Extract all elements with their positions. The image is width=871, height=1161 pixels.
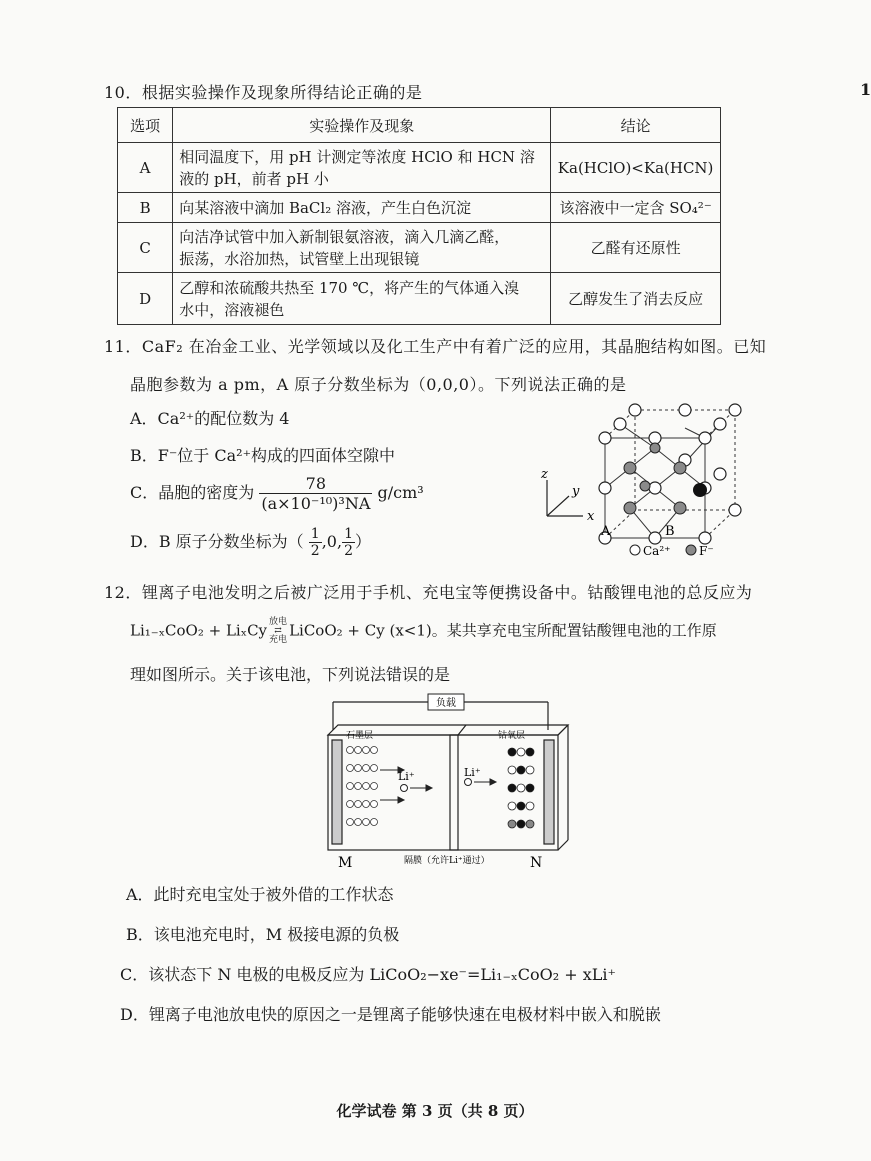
op-line: 相同温度下，用 pH 计测定等浓度 HClO 和 HCN 溶: [179, 147, 535, 166]
legend-ca-marker: [630, 545, 640, 555]
q10-table: [117, 107, 721, 325]
q12-option-b: B．该电池充电时，M 极接电源的负极: [126, 925, 400, 944]
density-fraction: [259, 474, 372, 513]
q10-stem: 10．根据实验操作及现象所得结论正确的是: [104, 83, 423, 102]
arrow-bottom-label: 充电: [269, 635, 288, 645]
option-d-prefix: D．B 原子分数坐标为（: [130, 532, 304, 551]
separator-label: 隔膜（允许Li⁺通过）: [404, 856, 490, 866]
header-conclusion: 结论: [551, 108, 721, 143]
q11-option-b: B．F⁻位于 Ca²⁺构成的四面体空隙中: [130, 446, 396, 465]
den: 2: [344, 543, 353, 559]
axis-y-label: y: [572, 484, 580, 499]
op-line: 向某溶液中滴加 BaCl₂ 溶液，产生白色沉淀: [179, 198, 471, 217]
op-line: 振荡，水浴加热，试管壁上出现银镜: [179, 249, 420, 268]
legend-ca-label: Ca²⁺: [643, 544, 671, 558]
crystal-cell-figure: [535, 398, 750, 563]
header-option: 选项: [118, 108, 173, 143]
q11-option-c: [130, 474, 424, 513]
row-conclusion: 该溶液中一定含 SO₄²⁻: [551, 193, 721, 223]
li-ion-label-left: Li⁺: [398, 770, 415, 783]
q11-option-d: [130, 526, 371, 559]
row-option: C: [118, 223, 173, 273]
equation-arrow: 放电 ⇄ 充电: [269, 617, 288, 645]
header-operation: 实验操作及现象: [173, 108, 551, 143]
arrow-top-label: 放电: [269, 617, 288, 627]
row-option: B: [118, 193, 173, 223]
fraction-half: [342, 526, 355, 559]
q12-stem-line1: 12．锂离子电池发明之后被广泛用于手机、充电宝等便携设备中。钴酸锂电池的总反应为: [104, 583, 753, 602]
row-conclusion: 乙醛有还原性: [551, 223, 721, 273]
fraction-denominator: (a×10⁻¹⁰)³NA: [261, 494, 371, 513]
option-c-prefix: C．晶胞的密度为: [130, 483, 255, 502]
fraction-half: [309, 526, 322, 559]
density-unit: g/cm³: [377, 483, 424, 502]
equation-left: Li₁₋ₓCoO₂ + LiₓCy: [130, 621, 268, 640]
op-line: 乙醇和浓硫酸共热至 170 ℃，将产生的气体通入溴: [179, 278, 520, 297]
row-conclusion: 乙醇发生了消去反应: [551, 273, 721, 325]
li-ion-marker: [465, 779, 472, 786]
table-row: [118, 223, 721, 273]
q11-stem-line1: 11．CaF₂ 在冶金工业、光学领域以及化工生产中有着广泛的应用，其晶胞结构如图。已知: [104, 337, 767, 356]
atom-b-marker: [693, 483, 707, 497]
axis-z-label: z: [541, 467, 548, 482]
cobalt-layer-label: 钴氧层: [498, 731, 526, 741]
atom-b-label: B: [665, 524, 675, 539]
atom-a-label: A: [601, 524, 611, 539]
graphite-layer-label: 石墨层: [346, 731, 374, 741]
electrode-n-label: N: [530, 855, 543, 871]
row-option: D: [118, 273, 173, 325]
num: 1: [310, 526, 320, 542]
table-row: [118, 193, 721, 223]
den: 2: [310, 543, 320, 559]
page-footer: 化学试卷 第 3 页（共 8 页）: [336, 1102, 534, 1120]
num: 1: [344, 526, 353, 542]
option-d-suffix: ）: [354, 532, 371, 551]
q12-option-a: A．此时充电宝处于被外借的工作状态: [126, 885, 394, 904]
row-operation: [173, 193, 551, 223]
row-operation: [173, 223, 551, 273]
op-line: 液的 pH，前者 pH 小: [179, 169, 329, 188]
q12-option-c: C．该状态下 N 电极的电极反应为 LiCoO₂−xe⁻=Li₁₋ₓCoO₂ + xLi⁺: [120, 965, 616, 984]
li-ion-marker: [401, 785, 408, 792]
axis-x-label: x: [587, 509, 595, 524]
li-ion-label-right: Li⁺: [464, 766, 481, 779]
row-operation: [173, 143, 551, 193]
legend-f-marker: [686, 545, 696, 555]
op-line: 水中，溶液褪色: [179, 300, 285, 319]
q12-stem-line3: 理如图所示。关于该电池，下列说法错误的是: [130, 665, 451, 684]
table-header-row: [118, 108, 721, 143]
q11-stem-line2: 晶胞参数为 a pm，A 原子分数坐标为（0,0,0）。下列说法正确的是: [130, 375, 627, 394]
electrode-m-label: M: [338, 855, 353, 871]
q12-equation: [130, 618, 717, 645]
q11-option-a: A．Ca²⁺的配位数为 4: [130, 409, 290, 428]
page-corner-number: 1: [860, 80, 871, 99]
op-line: 向洁净试管中加入新制银氨溶液，滴入几滴乙醛，: [179, 227, 510, 246]
q12-option-d: D．锂离子电池放电快的原因之一是锂离子能够快速在电极材料中嵌入和脱嵌: [120, 1005, 661, 1024]
fraction-numerator: 78: [259, 474, 372, 494]
equation-right: LiCoO₂ + Cy (x<1)。某共享充电宝所配置钴酸锂电池的工作原: [289, 621, 717, 640]
load-label: 负载: [436, 698, 456, 709]
row-operation: [173, 273, 551, 325]
row-option: A: [118, 143, 173, 193]
row-conclusion: Ka(HClO)<Ka(HCN): [551, 143, 721, 193]
table-row: [118, 143, 721, 193]
legend-f-label: F⁻: [699, 544, 714, 558]
battery-figure: [318, 690, 578, 870]
zero-coord: ,0,: [321, 532, 343, 551]
table-row: [118, 273, 721, 325]
